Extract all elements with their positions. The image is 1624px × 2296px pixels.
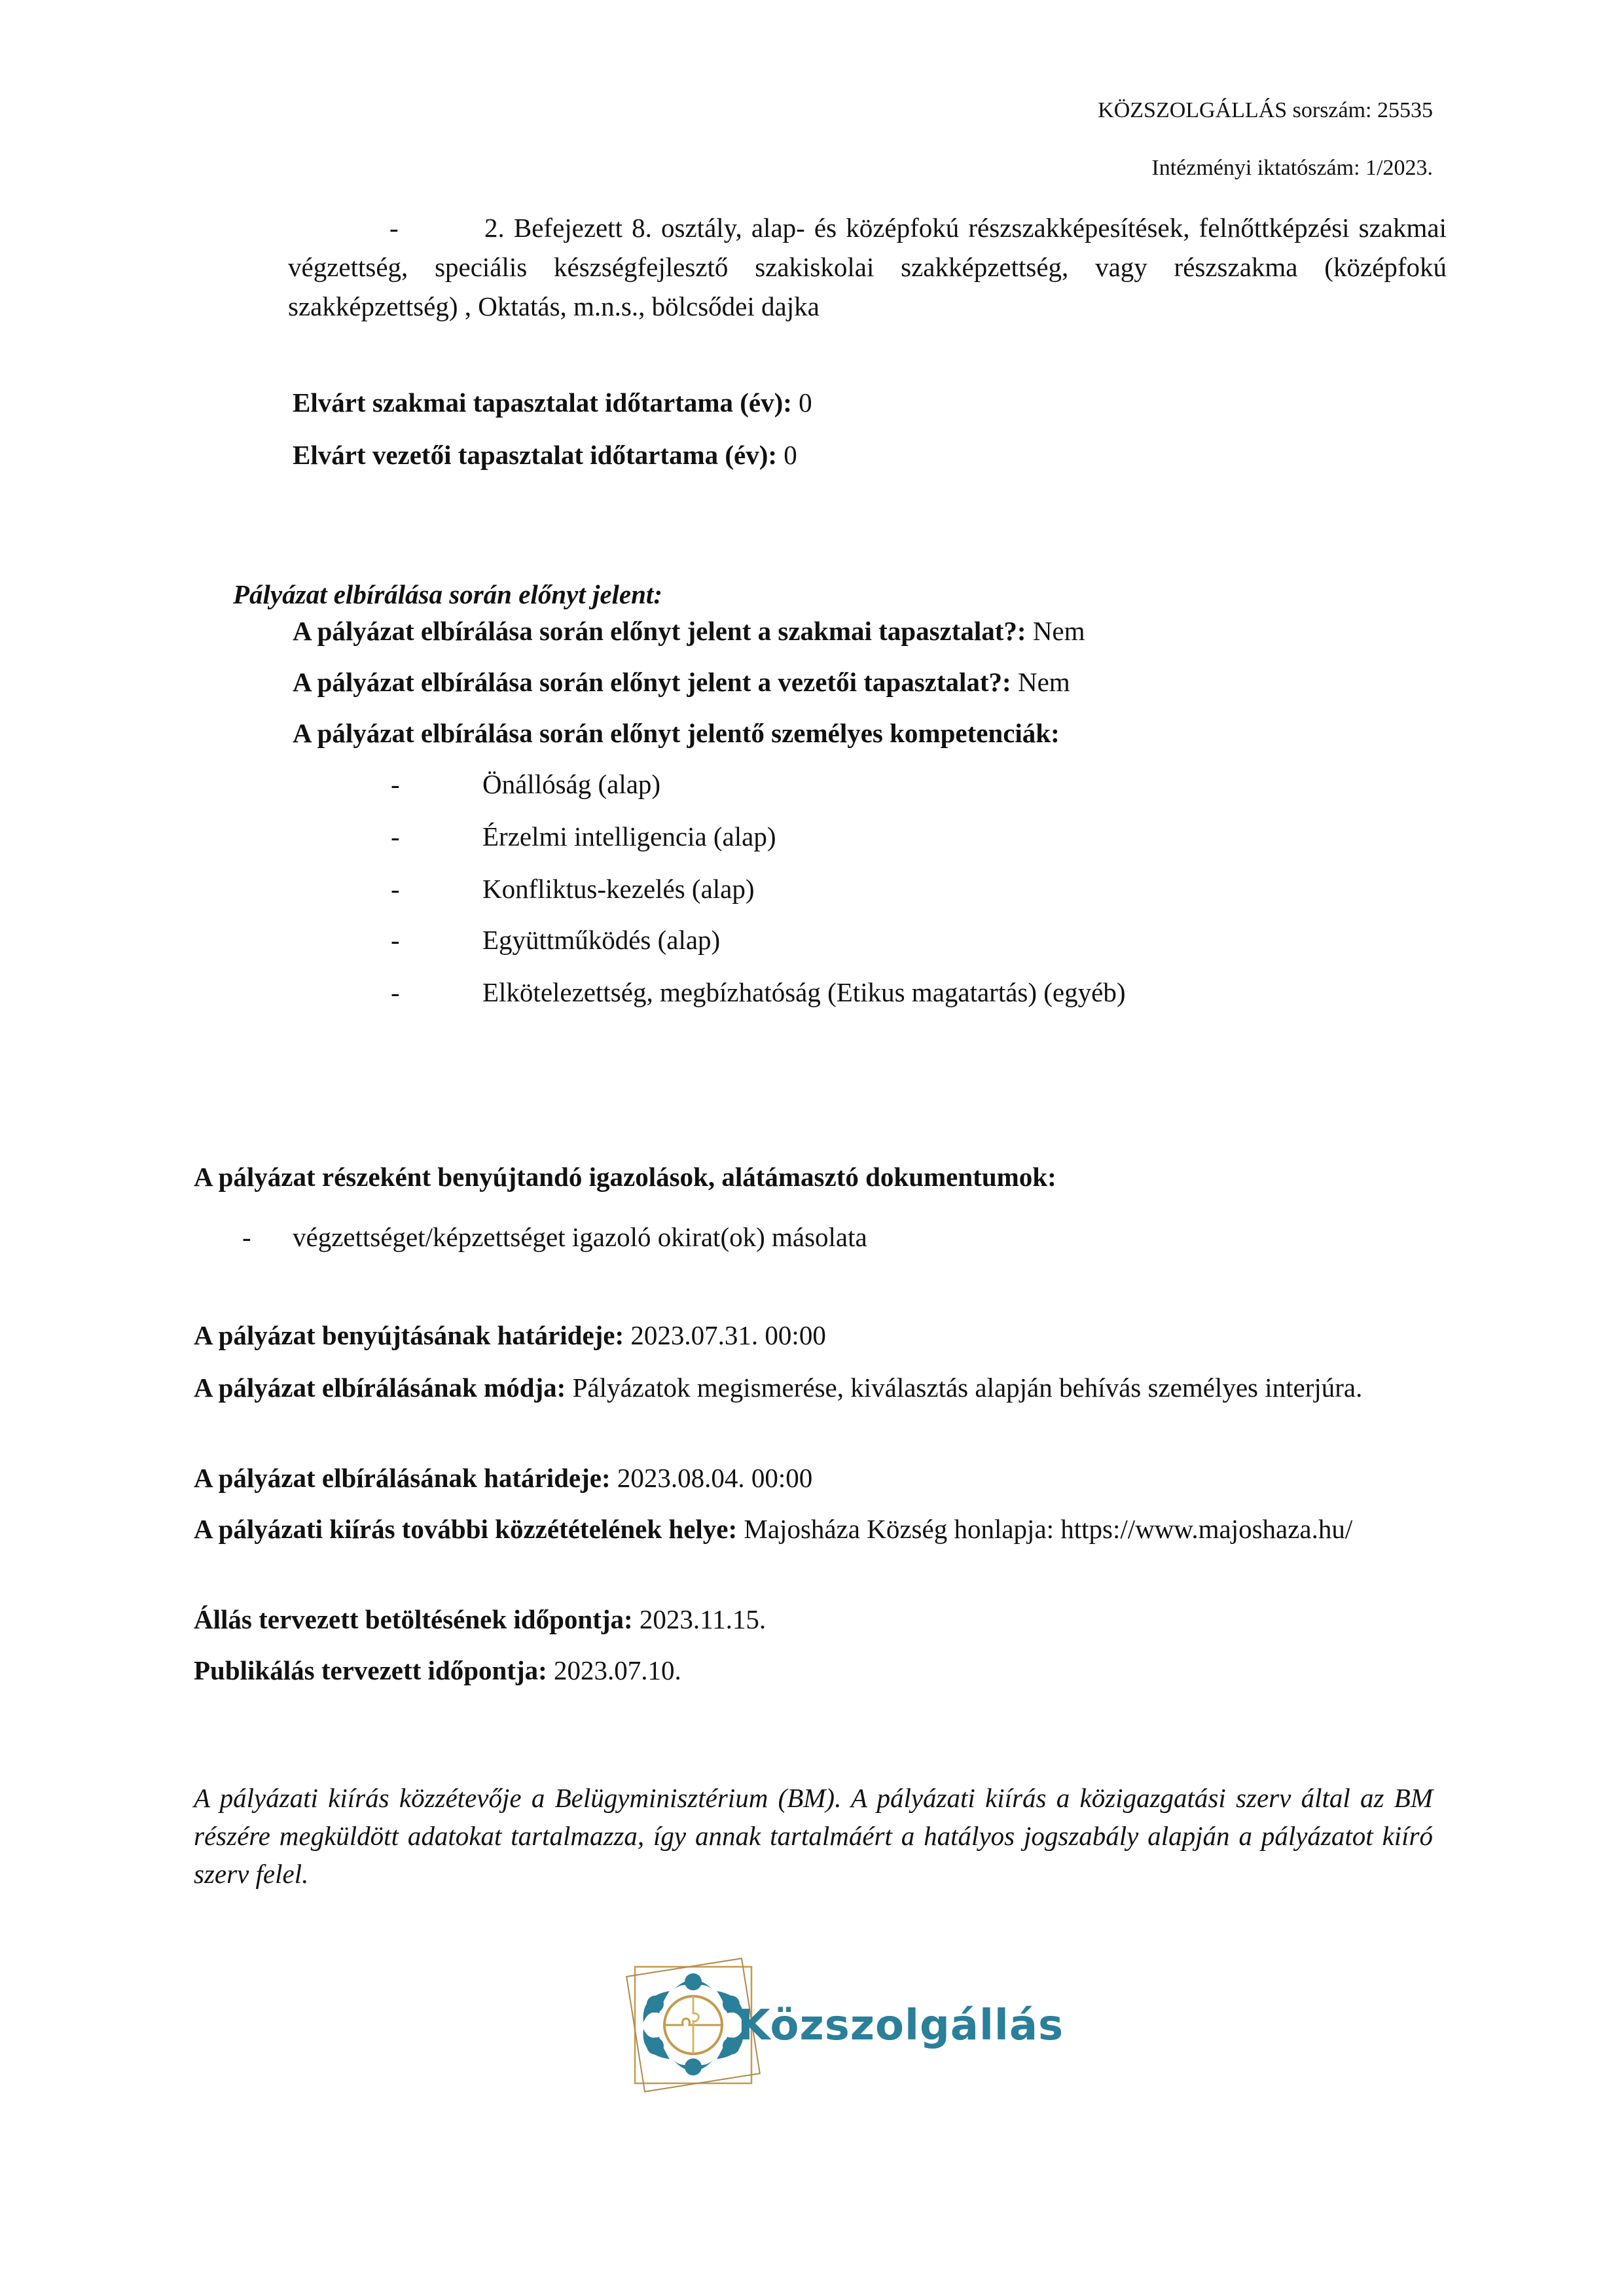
bullet-dash: - — [391, 769, 400, 799]
registry-number: Intézményi iktatószám: 1/2023. — [1151, 156, 1433, 180]
evaluation-deadline — [194, 1458, 812, 1498]
evaluation-deadline-label: A pályázat elbírálásának határideje: — [194, 1463, 611, 1493]
experience-leadership-value: 0 — [784, 440, 797, 470]
bullet-dash: - — [391, 977, 400, 1007]
fill-date-label: Állás tervezett betöltésének időpontja: — [194, 1604, 633, 1634]
competency-item — [391, 920, 1125, 973]
competency-item — [391, 764, 1125, 817]
submission-deadline-label: A pályázat benyújtásának határideje: — [194, 1320, 624, 1350]
fill-date-value: 2023.11.15. — [639, 1604, 767, 1634]
competency-text: Érzelmi intelligencia (alap) — [482, 821, 776, 852]
document-text: végzettséget/képzettséget igazoló okirat(ok) másolata — [293, 1222, 867, 1252]
competency-text: Önállóság (alap) — [482, 769, 661, 799]
bullet-dash: - — [391, 821, 400, 852]
publish-date-value: 2023.07.10. — [554, 1655, 681, 1685]
bullet-dash: - — [391, 874, 400, 904]
experience-professional-label: Elvárt szakmai tapasztalat időtartama (év): — [293, 387, 792, 418]
experience-professional — [293, 383, 812, 422]
kozszolgallas-logo — [619, 1957, 1064, 2108]
competency-item — [391, 973, 1125, 1025]
advantage-professional-label: A pályázat elbírálása során előnyt jelent a szakmai tapasztalat?: — [293, 616, 1026, 646]
competencies-list — [391, 764, 1125, 1025]
experience-leadership-label: Elvárt vezetői tapasztalat időtartama (év): — [293, 440, 778, 470]
disclaimer: A pályázati kiírás közzétevője a Belügyminisztérium (BM). A pályázati kiírás a közigazgatási szerv által az BM részére megküldött adatokat tartalmazza, így annak tartalmáért a hatályos jogszabály alapján a pályázatot kiíró szerv felel. — [194, 1783, 1433, 1889]
advantage-leadership-label: A pályázat elbírálása során előnyt jelent a vezetői tapasztalat?: — [293, 667, 1011, 697]
experience-leadership — [293, 435, 797, 475]
bullet-dash: - — [391, 925, 400, 955]
evaluation-method-value: Pályázatok megismerése, kiválasztás alapján behívás személyes interjúra. — [572, 1372, 1363, 1403]
advantage-professional — [293, 611, 1085, 651]
publication-place-value[interactable]: Majosháza Község honlapja: https://www.majoshaza.hu/ — [744, 1514, 1353, 1544]
publish-date-label: Publikálás tervezett időpontja: — [194, 1655, 547, 1685]
publication-place — [194, 1509, 1433, 1549]
competency-text: Együttműködés (alap) — [482, 925, 721, 955]
qualification-item — [288, 208, 1447, 326]
evaluation-method — [194, 1368, 1433, 1407]
competencies-label: A pályázat elbírálása során előnyt jelentő személyes kompetenciák: — [293, 718, 1060, 748]
serial-number: KÖZSZOLGÁLLÁS sorszám: 25535 — [1098, 98, 1433, 122]
publish-date — [194, 1651, 681, 1690]
bullet-dash: - — [242, 1222, 251, 1252]
experience-professional-value: 0 — [799, 387, 812, 418]
fill-date — [194, 1600, 766, 1639]
advantage-leadership-value: Nem — [1017, 667, 1070, 697]
submission-deadline-value: 2023.07.31. 00:00 — [630, 1320, 826, 1350]
competency-item — [391, 817, 1125, 869]
logo-text: Közszolgállás — [738, 2001, 1064, 2050]
evaluation-method-label: A pályázat elbírálásának módja: — [194, 1372, 566, 1403]
competency-text: Elkötelezettség, megbízhatóság (Etikus magatartás) (egyéb) — [482, 977, 1126, 1007]
publication-place-label: A pályázati kiírás további közzétételének helye: — [194, 1514, 738, 1544]
competency-item — [391, 869, 1125, 920]
bullet-dash: - — [389, 213, 399, 243]
competency-text: Konfliktus-kezelés (alap) — [482, 874, 755, 904]
documents-heading: A pályázat részeként benyújtandó igazolások, alátámasztó dokumentumok: — [194, 1162, 1056, 1192]
advantages-heading: Pályázat elbírálása során előnyt jelent: — [233, 579, 662, 609]
document-item — [242, 1217, 867, 1257]
submission-deadline — [194, 1316, 826, 1355]
evaluation-deadline-value: 2023.08.04. 00:00 — [617, 1463, 813, 1493]
qualification-text: 2. Befejezett 8. osztály, alap- és középfokú részszakképesítések, felnőttképzési szakmai végzettség, speciális készségfejlesztő szakiskolai szakképzettség, vagy részszakma (középfokú szakképzettség) , Oktatás, m.n.s., bölcsődei dajka — [288, 213, 1447, 321]
advantage-professional-value: Nem — [1032, 616, 1085, 646]
advantage-leadership — [293, 662, 1070, 702]
